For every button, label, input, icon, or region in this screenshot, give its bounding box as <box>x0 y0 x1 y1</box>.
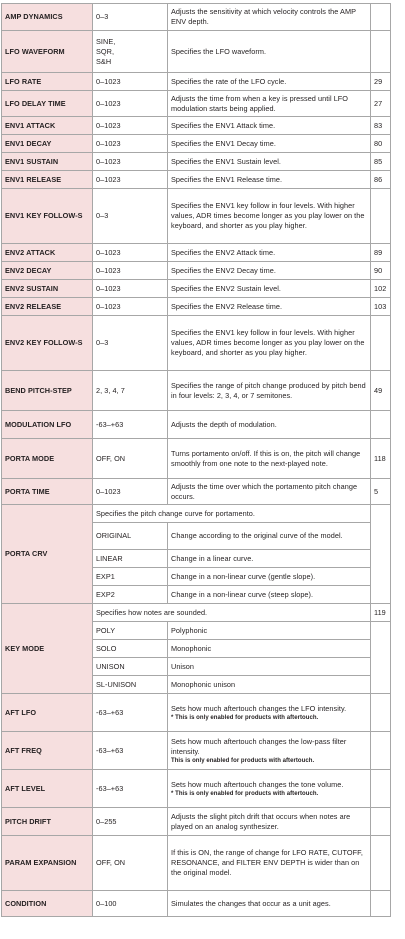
param-description: Specifies the ENV1 key follow in four levels. With higher values, ADR times become longer as you play lower on the keyboard, and shorter as you play higher. <box>168 316 371 371</box>
param-description-text: Sets how much aftertouch changes the LFO intensity. <box>171 703 347 713</box>
param-range: 0–1023 <box>93 117 168 135</box>
param-description <box>168 732 371 770</box>
param-row <box>2 604 391 622</box>
param-cc <box>371 770 391 808</box>
param-name: PARAM EXPANSION <box>2 836 93 891</box>
param-row <box>2 117 391 135</box>
param-range: 0–255 <box>93 808 168 836</box>
param-cc <box>371 694 391 732</box>
param-row <box>2 91 391 117</box>
param-cc: 118 <box>371 439 391 479</box>
option-description: Change in a non-linear curve (gentle slope). <box>168 568 371 586</box>
option-label: UNISON <box>93 658 168 676</box>
param-row <box>2 135 391 153</box>
param-name: CONDITION <box>2 891 93 917</box>
param-cc: 27 <box>371 91 391 117</box>
param-description: Adjusts the slight pitch drift that occurs when notes are played on an analog synthesizer. <box>168 808 371 836</box>
param-range: SINE, SQR, S&H <box>93 31 168 73</box>
param-description: Specifies the ENV1 Sustain level. <box>168 153 371 171</box>
param-cc: 5 <box>371 479 391 505</box>
option-description: Change in a linear curve. <box>168 550 371 568</box>
param-description: Specifies the pitch change curve for portamento. <box>93 505 371 523</box>
param-row <box>2 153 391 171</box>
param-description: Adjusts the sensitivity at which velocity controls the AMP ENV depth. <box>168 4 371 31</box>
param-range: 0–1023 <box>93 262 168 280</box>
param-name: ENV2 SUSTAIN <box>2 280 93 298</box>
param-description: Adjusts the time over which the portamento pitch change occurs. <box>168 479 371 505</box>
param-description: Specifies the ENV1 key follow in four levels. With higher values, ADR times become longer as you play lower on the keyboard, and shorter as you play higher. <box>168 189 371 244</box>
param-row <box>2 171 391 189</box>
param-name: AMP DYNAMICS <box>2 4 93 31</box>
param-cc: 83 <box>371 117 391 135</box>
option-description: Monophonic <box>168 640 371 658</box>
param-row <box>2 4 391 31</box>
param-range: 0–100 <box>93 891 168 917</box>
param-description: Specifies the ENV2 Decay time. <box>168 262 371 280</box>
param-row <box>2 891 391 917</box>
param-name: ENV2 KEY FOLLOW-S <box>2 316 93 371</box>
param-range: 0–3 <box>93 316 168 371</box>
aftertouch-note: This is only enabled for products with aftertouch. <box>171 757 315 764</box>
param-cc: 89 <box>371 244 391 262</box>
param-name: ENV2 DECAY <box>2 262 93 280</box>
option-label: SOLO <box>93 640 168 658</box>
param-description-text: Sets how much aftertouch changes the low-pass filter intensity. <box>171 736 347 756</box>
param-row <box>2 694 391 732</box>
param-range: 0–1023 <box>93 280 168 298</box>
param-range: 0–1023 <box>93 135 168 153</box>
param-range: 0–1023 <box>93 91 168 117</box>
param-cc: 80 <box>371 135 391 153</box>
param-name: LFO RATE <box>2 73 93 91</box>
param-cc: 119 <box>371 604 391 622</box>
param-cc <box>371 622 391 694</box>
param-cc: 49 <box>371 371 391 411</box>
param-name: AFT FREQ <box>2 732 93 770</box>
param-name: LFO WAVEFORM <box>2 31 93 73</box>
param-description: Specifies the ENV2 Sustain level. <box>168 280 371 298</box>
param-row <box>2 411 391 439</box>
param-range: -63–+63 <box>93 694 168 732</box>
param-range: 0–1023 <box>93 171 168 189</box>
param-row <box>2 31 391 73</box>
param-name: ENV1 RELEASE <box>2 171 93 189</box>
param-cc <box>371 732 391 770</box>
param-range: 0–1023 <box>93 298 168 316</box>
param-description: Specifies the ENV1 Release time. <box>168 171 371 189</box>
param-row <box>2 808 391 836</box>
param-description: Specifies the range of pitch change produced by pitch bend in four levels: 2, 3, 4, or 7 semitones. <box>168 371 371 411</box>
param-name: ENV1 KEY FOLLOW-S <box>2 189 93 244</box>
param-row <box>2 770 391 808</box>
param-range: -63–+63 <box>93 770 168 808</box>
param-description: Specifies the ENV1 Decay time. <box>168 135 371 153</box>
param-name: PORTA MODE <box>2 439 93 479</box>
param-description: Specifies the ENV2 Release time. <box>168 298 371 316</box>
param-description: Specifies the ENV2 Attack time. <box>168 244 371 262</box>
param-description <box>168 770 371 808</box>
param-row <box>2 505 391 523</box>
param-cc: 103 <box>371 298 391 316</box>
param-name: KEY MODE <box>2 604 93 694</box>
param-name: ENV1 ATTACK <box>2 117 93 135</box>
param-cc <box>371 189 391 244</box>
param-cc <box>371 316 391 371</box>
param-range: 0–3 <box>93 189 168 244</box>
param-name: PORTA TIME <box>2 479 93 505</box>
param-row <box>2 732 391 770</box>
param-name: ENV2 RELEASE <box>2 298 93 316</box>
param-name: PORTA CRV <box>2 505 93 604</box>
param-description: Specifies the LFO waveform. <box>168 31 371 73</box>
param-description: Specifies how notes are sounded. <box>93 604 371 622</box>
param-cc <box>371 31 391 73</box>
aftertouch-note: * This is only enabled for products with aftertouch. <box>171 714 319 721</box>
param-cc <box>371 836 391 891</box>
option-description: Monophonic unison <box>168 676 371 694</box>
option-description: Unison <box>168 658 371 676</box>
param-name: ENV2 ATTACK <box>2 244 93 262</box>
param-range: OFF, ON <box>93 439 168 479</box>
option-label: SL-UNISON <box>93 676 168 694</box>
param-cc <box>371 891 391 917</box>
option-description: Polyphonic <box>168 622 371 640</box>
param-row <box>2 244 391 262</box>
param-row <box>2 262 391 280</box>
param-range: 0–1023 <box>93 244 168 262</box>
param-row <box>2 479 391 505</box>
param-name: PITCH DRIFT <box>2 808 93 836</box>
param-description: Turns portamento on/off. If this is on, the pitch will change smoothly from one note to the next-played note. <box>168 439 371 479</box>
param-range: 2, 3, 4, 7 <box>93 371 168 411</box>
param-range: -63–+63 <box>93 732 168 770</box>
param-name: ENV1 SUSTAIN <box>2 153 93 171</box>
param-name: MODULATION LFO <box>2 411 93 439</box>
param-name: AFT LEVEL <box>2 770 93 808</box>
option-label: POLY <box>93 622 168 640</box>
option-label: EXP1 <box>93 568 168 586</box>
param-row <box>2 316 391 371</box>
param-cc: 86 <box>371 171 391 189</box>
param-cc: 102 <box>371 280 391 298</box>
param-range: OFF, ON <box>93 836 168 891</box>
param-description <box>168 694 371 732</box>
param-row <box>2 836 391 891</box>
param-description: Simulates the changes that occur as a unit ages. <box>168 891 371 917</box>
option-label: ORIGINAL <box>93 523 168 550</box>
param-range: 0–1023 <box>93 479 168 505</box>
param-row <box>2 298 391 316</box>
option-label: EXP2 <box>93 586 168 604</box>
param-description: Adjusts the depth of modulation. <box>168 411 371 439</box>
parameter-table <box>1 3 391 917</box>
param-cc: 90 <box>371 262 391 280</box>
param-row <box>2 189 391 244</box>
option-label: LINEAR <box>93 550 168 568</box>
param-name: AFT LFO <box>2 694 93 732</box>
param-name: LFO DELAY TIME <box>2 91 93 117</box>
param-description-text: Sets how much aftertouch changes the tone volume. <box>171 779 344 789</box>
param-cc <box>371 4 391 31</box>
param-name: BEND PITCH-STEP <box>2 371 93 411</box>
param-description: Specifies the rate of the LFO cycle. <box>168 73 371 91</box>
param-description: Specifies the ENV1 Attack time. <box>168 117 371 135</box>
param-cc <box>371 505 391 604</box>
param-row <box>2 371 391 411</box>
param-row <box>2 439 391 479</box>
param-name: ENV1 DECAY <box>2 135 93 153</box>
param-cc <box>371 808 391 836</box>
param-row <box>2 73 391 91</box>
param-cc: 29 <box>371 73 391 91</box>
param-description: Adjusts the time from when a key is pressed until LFO modulation starts being applied. <box>168 91 371 117</box>
param-cc: 85 <box>371 153 391 171</box>
param-range: 0–1023 <box>93 73 168 91</box>
option-description: Change according to the original curve of the model. <box>168 523 371 550</box>
param-range: 0–1023 <box>93 153 168 171</box>
param-description: If this is ON, the range of change for LFO RATE, CUTOFF, RESONANCE, and FILTER ENV DEPTH is wider than on the original model. <box>168 836 371 891</box>
param-range: 0–3 <box>93 4 168 31</box>
option-description: Change in a non-linear curve (steep slope). <box>168 586 371 604</box>
aftertouch-note: * This is only enabled for products with aftertouch. <box>171 790 319 797</box>
param-range: -63–+63 <box>93 411 168 439</box>
param-row <box>2 280 391 298</box>
param-cc <box>371 411 391 439</box>
